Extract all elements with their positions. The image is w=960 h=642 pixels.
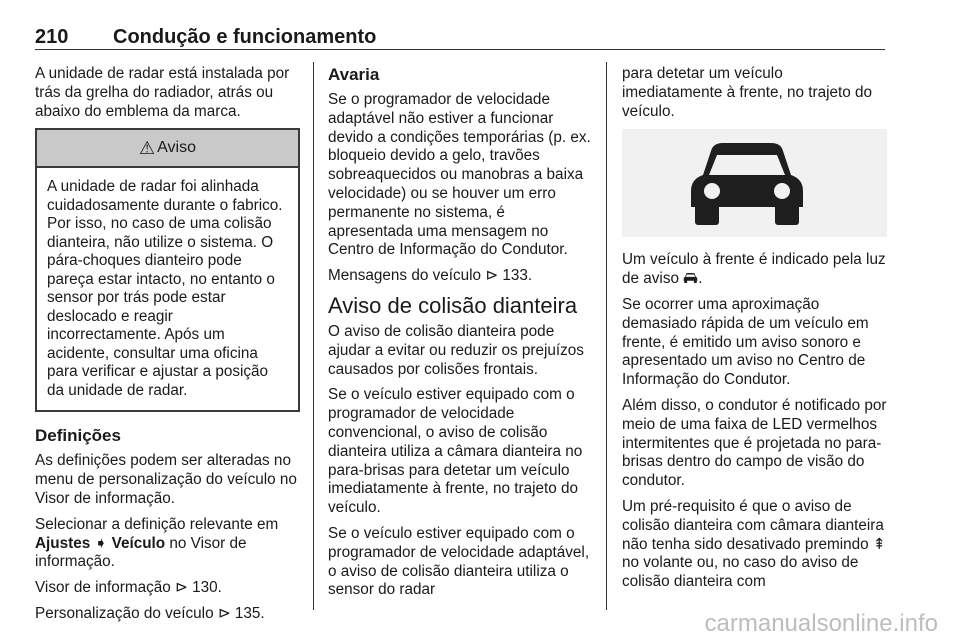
definicoes-heading: Definições (35, 426, 121, 446)
paragraph: O aviso de colisão dianteira pode ajudar a evitar ou reduzir os prejuízos causados por colisões frontais. (328, 322, 584, 378)
vehicle-menu-label: Veículo (111, 534, 166, 552)
vehicle-ahead-icon (685, 141, 809, 227)
reference-arrow-icon: ⊳ (217, 604, 231, 622)
collision-warning-heading: Aviso de colisão dianteira (328, 292, 578, 318)
column-1 (35, 65, 300, 631)
warning-box (35, 128, 300, 412)
paragraph: Um pré-requisito é que o aviso de colisão dianteira com câmara dianteira não tenha sido desativado premindo ⇞ no volante ou, no caso do aviso de colisão dianteira com (622, 497, 886, 591)
warning-triangle-icon: ⚠ (139, 137, 156, 158)
settings-menu-label: Ajustes (35, 534, 91, 552)
reference-arrow-icon: ⊳ (485, 267, 499, 285)
warning-header (37, 130, 298, 168)
header-rule (35, 49, 885, 50)
vehicle-ahead-illustration (622, 129, 887, 237)
column-divider (606, 62, 607, 610)
settings-instruction: Selecionar a definição relevante em Ajustes ➧ Veículo no Visor de informação. (35, 515, 279, 571)
warning-text: A unidade de radar foi alinhada cuidadosamente durante o fabrico. Por isso, no caso de uma colisão dianteira, não utilize o sistema. O pára-choques dianteiro pode pareça estar intacto, no entanto o sensor por trás pode estar deslocado e reagir incorrectamente. Após um acidente, consultar uma oficina para verificar e ajustar a posição da unidade de radar. (47, 178, 283, 399)
avaria-heading: Avaria (328, 65, 380, 84)
reference-arrow-icon: ⊳ (175, 579, 188, 597)
watermark: carmanualsonline.info (704, 610, 938, 637)
paragraph: Além disso, o condutor é notificado por meio de uma faixa de LED vermelhos intermitentes que é projetada no para-brisas dentro do campo de visão do condutor. (622, 396, 887, 490)
vehicle-indicator-paragraph: Um veículo à frente é indicado pela luz de aviso . (622, 251, 886, 288)
column-3 (622, 65, 887, 599)
paragraph: Se ocorrer uma aproximação demasiado rápida de um veículo em frente, é emitido um aviso sonoro e apresentado um aviso no Centro de Informação do Condutor. (622, 295, 869, 389)
paragraph: Se o veículo estiver equipado com o programador de velocidade convencional, o aviso de colisão dianteira utiliza a câmara dianteira no para-brisas para detetar um veículo imediatamente à frente, no trajeto do veículo. (328, 386, 583, 517)
page-title: Condução e funcionamento (113, 26, 377, 48)
column-2 (328, 65, 593, 607)
column-divider (313, 62, 314, 610)
page-number: 210 (35, 26, 69, 48)
page-header (35, 22, 885, 50)
menu-arrow-icon: ➧ (94, 534, 108, 552)
radar-intro: A unidade de radar está instalada por trás da grelha do radiador, atrás ou abaixo do emblema da marca. (35, 65, 290, 120)
warning-title: Aviso (157, 138, 196, 156)
cross-reference[interactable]: Mensagens do veículo ⊳ 133. (328, 267, 533, 285)
vehicle-ahead-icon (683, 272, 698, 284)
paragraph: para detetar um veículo imediatamente à frente, no trajeto do veículo. (622, 65, 873, 120)
collision-warning-button-icon: ⇞ (872, 535, 886, 553)
paragraph: Se o veículo estiver equipado com o programador de velocidade adaptável, o aviso de colisão dianteira utiliza o sensor do radar (328, 524, 590, 599)
cross-reference[interactable]: Visor de informação ⊳ 130. (35, 579, 222, 597)
cross-reference[interactable]: Personalização do veículo ⊳ 135. (35, 604, 265, 622)
definicoes-paragraph: As definições podem ser alteradas no menu de personalização do veículo no Visor de informação. (35, 452, 297, 507)
avaria-paragraph: Se o programador de velocidade adaptável não estiver a funcionar devido a condições temporárias (p. ex. bloqueio devido a gelo, travões sobreaquecidos ou manobras a baixa velocidade) ou se houver um erro permanente no sistema, é apresentada uma mensagem no Centro de Informação do Condutor. (328, 91, 591, 259)
